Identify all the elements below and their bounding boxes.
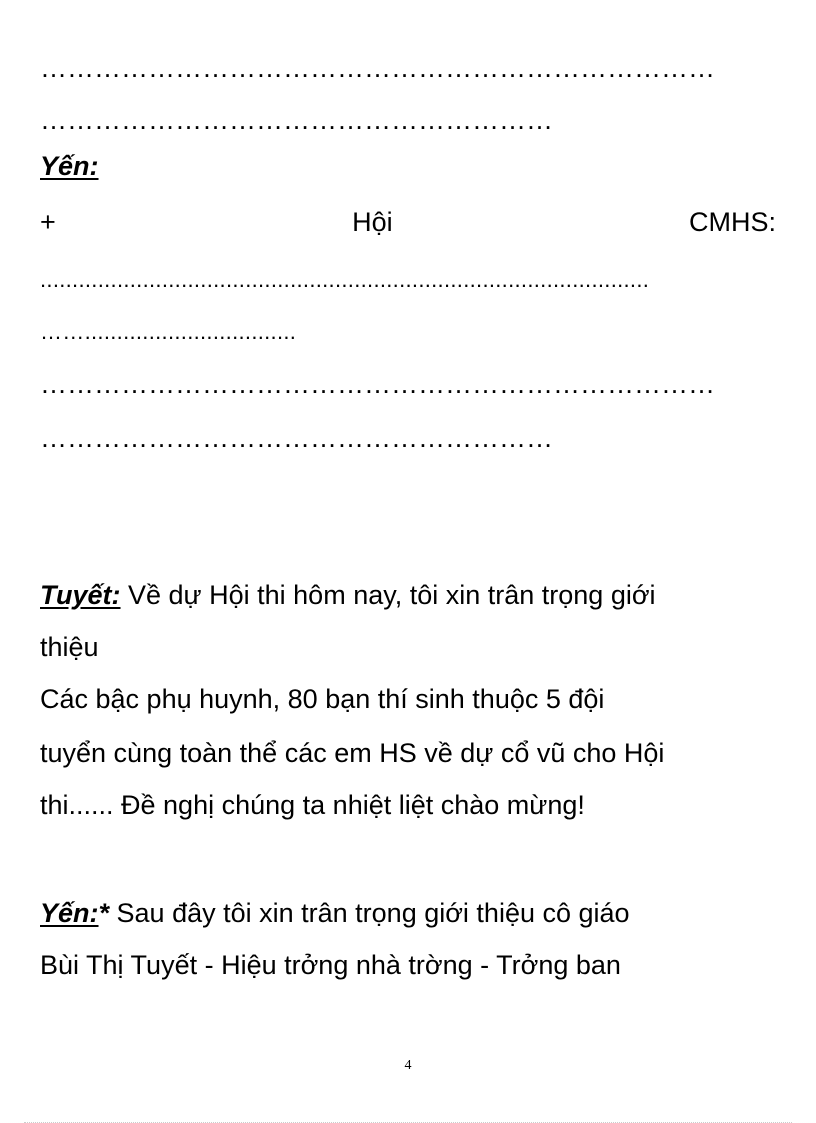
paragraph-line <box>40 575 776 615</box>
dotted-line: ………………………………………………………………… <box>40 53 715 83</box>
paragraph-line: Bùi Thị Tuyết - Hiệu trởng nhà trờng - Trởng ban <box>40 950 621 980</box>
dotted-line: ............................................................................................... <box>40 267 650 292</box>
asterisk: * <box>98 898 110 928</box>
line-text: Về dự Hội thi hôm nay, tôi xin trân trọng giới <box>120 580 656 610</box>
paragraph-line <box>40 893 776 933</box>
word-hoi: Hội <box>352 207 393 237</box>
dotted-line: ………………………………………………… <box>40 105 553 135</box>
dotted-line: ……................................. <box>40 319 297 344</box>
plus-sign: + <box>40 207 56 237</box>
line-text: Sau đây tôi xin trân trọng giới thiệu cô giáo <box>109 898 630 928</box>
speaker-name: Yến: <box>40 151 99 181</box>
paragraph-line: tuyển cùng toàn thể các em HS về dự cổ vũ cho Hội <box>40 738 665 768</box>
speaker-name: Tuyết: <box>40 580 121 610</box>
justified-line <box>40 202 776 242</box>
paragraph-line: thi...... Đề nghị chúng ta nhiệt liệt chào mừng! <box>40 790 585 820</box>
page-number: 4 <box>404 1058 412 1073</box>
speaker-heading <box>40 146 776 186</box>
dotted-line: ………………………………………………………………… <box>40 369 715 399</box>
paragraph-line: thiệu <box>40 632 99 662</box>
speaker-name: Yến: <box>40 898 99 928</box>
paragraph-line: Các bậc phụ huynh, 80 bạn thí sinh thuộc 5 đội <box>40 684 605 714</box>
word-cmhs: CMHS: <box>688 207 776 237</box>
dotted-line: ………………………………………………… <box>40 423 553 453</box>
